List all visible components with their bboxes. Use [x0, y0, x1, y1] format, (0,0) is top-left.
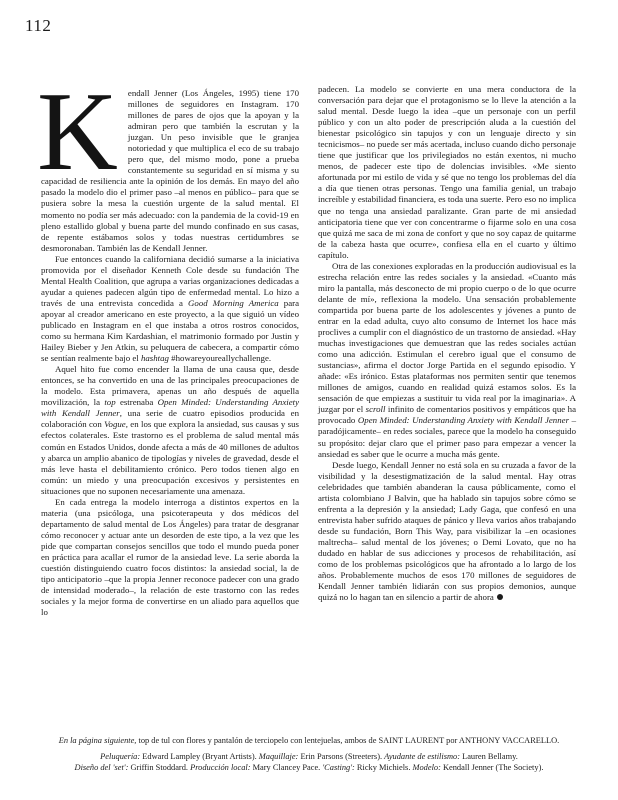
- page-number: 112: [25, 16, 52, 35]
- paragraph-text: endall Jenner (Los Ángeles, 1995) tiene 170 millones de seguidores en Instagram. 170 millones de pares de ojos que la apoyan y la admiran pero que también la escrutan y la juzgan. Un peso invisible que le granjea notoriedad y que multiplica el eco de su trabajo pero que, del mismo modo, pone a prueba constantemente su seguridad en sí misma y su capacidad de resiliencia ante la opinión de los demás. En mayo del año pasado la modelo dio el primer paso –al menos en público– para que se pusiera sobre la mesa la cuestión urgente de la salud mental. El momento no podía ser más adecuado: con la pandemia de la covid-19 en pleno estallido global y buena parte del mundo confinado en sus casas, de repente estábamos solos y todas nuestras certidumbres se desmoronaban. También las de Kendall Jenner.: [41, 88, 299, 253]
- paragraph-text: Desde luego, Kendall Jenner no está sola en su cruzada a favor de la visibilidad y la desestigmatización de la salud mental. Hay otras celebridades que también abanderan la causa públicamente, como el artista colombiano J Balvin, que ha hablado sin tapujos sobre cómo se enfrenta a la depresión y la ansiedad; Lady Gaga, que confesó en una entrevista haber sufrido ataques de pánico y lleva varios años trabajando desde su fundación, Born This Way, para visibilizar la –en ocasiones maltrecha– salud mental de los jóvenes; o Demi Lovato, que no ha dudado en hablar de sus adicciones y procesos de rehabilitación, así como de los problemas psicológicos que ha afrontado a lo largo de los años. Probablemente muchos de esos 170 millones de seguidores de Kendall Jenner también lidiarán con sus propios demonios, aunque quizá no lo hagan tan en silencio a partir de ahora: [318, 459, 576, 603]
- credits-label: Maquillaje:: [258, 751, 299, 761]
- credits-italic: En la página siguiente,: [58, 736, 139, 745]
- article-paragraph: [318, 460, 576, 604]
- credits-value: Griffin Stoddard.: [128, 763, 191, 773]
- drop-cap: K: [37, 70, 118, 194]
- paragraph-text: estrenaba: [115, 397, 158, 408]
- article-column-left: [37, 70, 300, 618]
- paragraph-text: En cada entrega la modelo interroga a distintos expertos en la materia (una psicóloga, una psicoterapeuta y dos médicos del departamento de salud mental de Los Ángeles) para tratar de desgranar cómo reconocer y actuar ante un desorden de este tipo, a la vez que les pide que compartan consejos sencillos que todo el mundo pueda poner en práctica para acallar el rumor de la ansiedad leve. La serie aborda la cuestión distinguiendo cuatro focos distintos: la ansiedad social, la de tipo anticipatorio –que la propia Jenner reconoce padecer con una grado de intensidad moderado–, la relación de este trastorno con las redes sociales y la mejor forma de convertirse en un aliado para aquellos que lo: [41, 496, 299, 618]
- credits-line: [30, 751, 588, 763]
- credits-label: Modelo:: [412, 763, 441, 773]
- paragraph-text: para apoyar al creador americano en este proyecto, a la que siguió un vídeo publicado en Instagram en el que instaba a otros rostros conocidos, como su hermana Kim Kardashian, el matrimonio formado por Justin y Hailey Bieber y Jen Atkin, su peluquera de cabecera, a compartir cómo se sentían realmente bajo el: [41, 297, 299, 364]
- article-paragraph: [318, 261, 576, 460]
- article-column-right: [318, 84, 576, 603]
- photo-credits: [30, 735, 588, 774]
- series-title: Open Minded: Understanding Anxiety with Kendall Jenner: [41, 397, 300, 419]
- credits-label: Diseño del 'set':: [74, 763, 129, 773]
- article-paragraph: [41, 364, 299, 497]
- article-paragraph: [41, 497, 299, 619]
- credits-value: Lauren Bellamy.: [460, 751, 518, 761]
- paragraph-text: Aquel hito fue como encender la llama de una causa que, desde entonces, se ha convertido en una de las principales preocupaciones de la modelo. Esta primavera, apenas un año después de aquella movilización, la: [41, 364, 299, 408]
- credits-label: Peluquería:: [100, 751, 141, 761]
- series-title: Open Minded: Understanding Anxiety with Kendall Jenner: [357, 415, 570, 426]
- paragraph-text: , en los que explora la ansiedad, sus causas y sus efectos colaterales. Este trastorno es el problema de salud mental más común en Estados Unidos, donde afecta a más de 40 millones de adultos y abarca un amplio abanico de tipologías y niveles de gravedad, desde el más leve hasta el debilitamiento crónico. Pero todos tienen algo en común: un miedo y una preocupación excesivos y persistentes en situaciones que no suponen necesariamente una amenaza.: [41, 419, 299, 496]
- paragraph-text: Otra de las conexiones exploradas en la producción audiovisual es la estrecha relación entre las redes sociales y la ansiedad. «Cuanto más miro la pantalla, más desconecto de mi propio cuerpo o de lo que ocurre delante de mí», reflexiona la modelo. Una sensación probablemente compartida por buena parte de los adolescentes y jóvenes a punto de entrar en la edad adulta, cuyo alto consumo de Internet los hace más proclives a cumplir con el diagnóstico de un trastorno de ansiedad. «Hay muchas investigaciones que demuestran que las redes sociales actúan como una adicción. Estimulan el cerebro igual que el consumo de sustancias», afirma el doctor Jorge Partida en el segundo episodio. Y añade: «Es irónico. Estas plataformas nos permiten sentir que tenemos millones de amigos, cuando en realidad quizá estamos solos. Es la sensación de que empiezas a sustituir tu vida real por la imaginaria». A juzgar por el: [318, 260, 576, 415]
- article-paragraph: [37, 70, 299, 254]
- credits-value: Edward Lampley (Bryant Artists).: [140, 751, 259, 761]
- italic-term: top: [104, 397, 116, 408]
- credits-line: [30, 762, 588, 774]
- paragraph-text: padecen. La modelo se convierte en una mera conductora de la conversación para dejar que el protagonismo se lo lleve la atención a la salud mental. Desde luego la idea –que un personaje con un perfil público y con un alto poder de prescripción aluda a la cuestión del bienestar psicológico sin tapujos y con un lenguaje directo y sin tecnicismos– no puede ser más acertada, incluso cuando dicho personaje tiene que justificar que los privilegiados no están exentos, ni mucho menos, de padecer este tipo de dolencias invisibles. «Me siento afortunada por mi estilo de vida y sé que no tengo los problemas del día a día que tienen otras personas. Tengo una familia genial, un trabajo increíble y estabilidad financiera, es toda una suerte. Pero eso no implica que no tenga una ansiedad paralizante. Gran parte de mi ansiedad anticipatoria tiene que ver con concentrarme o fijarme solo en una cosa que quizá me saca de mi zona de confort y que no soy capaz de quitarme de la cabeza hasta que ocurre», confiesa ella en el cuarto y último capítulo.: [318, 84, 576, 260]
- credits-value: Kendall Jenner (The Society).: [440, 763, 544, 773]
- credits-value: Ricky Michiels.: [354, 763, 413, 773]
- credits-label: 'Casting':: [322, 763, 355, 773]
- credits-caption: [30, 735, 588, 747]
- italic-term: scroll: [365, 404, 386, 415]
- hashtag-term: hashtag: [140, 353, 169, 364]
- credits-text: de tul con flores y pantalón de terciopelo con lentejuelas, ambos de SAINT LAURENT por ANTHONY VACCARELLO.: [149, 736, 560, 745]
- credits-text: top: [138, 736, 150, 745]
- end-of-article-icon: [497, 594, 503, 600]
- credits-value: Erin Parsons (Streeters).: [298, 751, 385, 761]
- paragraph-text: , una serie de cuatro episodios producida en colaboración con: [41, 408, 299, 430]
- article-paragraph: [41, 254, 299, 364]
- paragraph-text: #howareyoureallychallenge.: [168, 353, 272, 364]
- paragraph-text: –paradójicamente– en redes sociales, parece que la modelo ha conseguido su propósito: dejar claro que el primer paso para empezar a vencer la ansiedad es saber que le ocurre a mucha más gente.: [318, 415, 576, 459]
- paragraph-text: infinito de comentarios positivos y empáticos que ha provocado: [318, 404, 576, 426]
- credits-label: Ayudante de estilismo:: [384, 751, 460, 761]
- credits-value: Mary Clancey Pace.: [250, 763, 323, 773]
- credits-label: Producción local:: [190, 763, 251, 773]
- show-title: Good Morning America: [188, 297, 279, 308]
- magazine-name: Vogue: [104, 419, 126, 430]
- article-paragraph: [318, 84, 576, 261]
- paragraph-text: Fue entonces cuando la californiana decidió sumarse a la iniciativa promovida por el diseñador Kenneth Cole desde su fundación The Mental Health Coalition, que agrupa a varias organizaciones dedicadas a ayudar a quienes padecen algún tipo de enfermedad mental. Lo hizo a través de una entrevista concedida a: [41, 253, 299, 308]
